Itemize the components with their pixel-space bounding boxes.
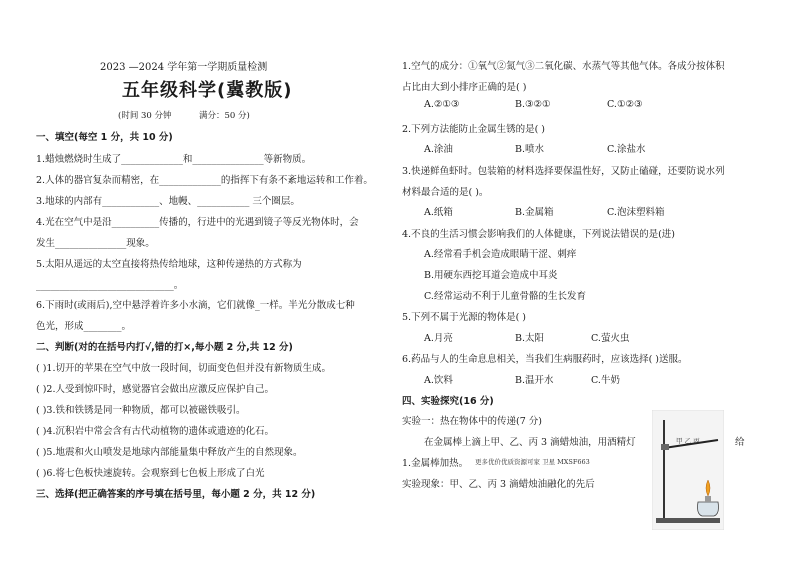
judge-q3: ( )3.铁和铁锈是同一种物质，都可以被磁铁吸引。 <box>36 405 246 416</box>
experiment-1-text-line1: 在金属棒上滴上甲、乙、丙 3 滴蜡烛油，用酒精灯 <box>424 437 636 448</box>
judge-q6: ( )6.将七色板快速旋转。会观察到七色板上形成了白光 <box>36 468 265 479</box>
choice-q3-option-b: B.金属箱 <box>515 207 554 218</box>
choice-q1-line1: 1.空气的成分：①氧气②氮气③二氧化碳、水蒸气等其他气体。各成分按体积 <box>402 61 725 72</box>
choice-q2-option-a: A.涂油 <box>424 144 453 155</box>
section-3-title: 三、选择(把正确答案的序号填在括号里，每小题 2 分，共 12 分) <box>36 489 316 500</box>
fill-q4-line2: 发生_______________现象。 <box>36 238 155 249</box>
judge-q5: ( )5.地震和火山喷发是地球内部能量集中释放产生的自然现象。 <box>36 447 303 458</box>
fill-q1: 1.蜡烛燃烧时生成了_____________和_______________等新物质。 <box>36 154 312 165</box>
choice-q3-line2: 材料最合适的是( )。 <box>402 187 489 198</box>
choice-q1-option-c: C.①②③ <box>607 99 643 110</box>
experiment-1-title: 实验一：热在物体中的传递(7 分) <box>402 416 542 427</box>
choice-q3-line1: 3.快递鲜鱼虾时。包装箱的材料选择要保温性好，又防止磕碰，还要防说水列 <box>402 166 725 177</box>
section-4-title: 四、实验探究(16 分) <box>402 396 494 407</box>
choice-q4: 4.不良的生活习惯会影响我们的人体健康，下列说法错误的是(进) <box>402 229 675 240</box>
section-1-title: 一、填空(每空 1 分，共 10 分) <box>36 132 173 143</box>
choice-q3-option-a: A.纸箱 <box>424 207 453 218</box>
choice-q4-option-a: A.经常看手机会造成眼睛干涩、刺痒 <box>424 249 577 260</box>
choice-q2-option-c: C.涂盐水 <box>607 144 646 155</box>
subject-title: 五年级科学(冀教版) <box>122 80 293 101</box>
watermark-text: 更多优价优质资源可家 卫星 MXSF663 <box>475 458 590 466</box>
judge-q1: ( )1.切开的苹果在空气中放一段时间，切面变色但并没有新物质生成。 <box>36 363 331 374</box>
time-note: (时间 30 分钟 <box>118 111 172 121</box>
fill-q2: 2.人体的器官复杂而精密，在_____________的指挥下有条不紊地运转和工作着。 <box>36 175 373 186</box>
choice-q5-option-c: C.萤火虫 <box>591 333 630 344</box>
experiment-1-text-line2: 1.金属棒加热。 <box>402 458 469 469</box>
choice-q5: 5.下列不属于光源的物体是( ) <box>402 312 526 323</box>
fill-q6-line1: 6.下雨时(或雨后),空中悬浮着许多小水滴，它们就像_一样。半光分散成七种 <box>36 300 355 311</box>
choice-q1-line2: 占比由大到小排序正确的是( ) <box>402 82 527 93</box>
judge-q2: ( )2.人受到惊吓时，感觉器官会做出应激反应保护自己。 <box>36 384 274 395</box>
choice-q1-option-b: B.③②① <box>515 99 551 110</box>
choice-q6: 6.药品与人的生命息息相关，当我们生病服药时，应该选择( )送服。 <box>402 354 688 365</box>
choice-q6-option-b: B.温开水 <box>515 375 554 386</box>
choice-q1-option-a: A.②①③ <box>424 99 460 110</box>
apparatus-label: 甲 乙 丙 <box>676 437 700 445</box>
exam-title: 2023 —2024 学年第一学期质量检测 <box>100 62 268 73</box>
choice-q5-option-b: B.太阳 <box>515 333 545 344</box>
experiment-1-observation: 实验现象：甲、乙、丙 3 滴蜡烛油融化的先后 <box>402 479 595 490</box>
fill-q5: 5.太阳从遥远的太空直接将热传给地球，这种传递热的方式称为 <box>36 259 302 270</box>
fill-q6-line2: 色光，形成________。 <box>36 321 132 332</box>
choice-q2: 2.下列方法能防止金属生锈的是( ) <box>402 124 545 135</box>
experiment-1-text-give: 给 <box>735 437 745 448</box>
experiment-apparatus-figure <box>652 410 724 530</box>
fill-q4-line1: 4.光在空气中是沿__________传播的，行进中的光遇到镜子等反光物体时，会 <box>36 217 359 228</box>
fill-q5-blank: _____________________________。 <box>36 280 184 291</box>
choice-q3-option-c: C.泡沫塑料箱 <box>607 207 665 218</box>
choice-q4-option-c: C.经常运动不利于儿童骨骼的生长发育 <box>424 291 586 302</box>
choice-q6-option-a: A.饮料 <box>424 375 453 386</box>
choice-q4-option-b: B.用硬东西挖耳道会造成中耳炎 <box>424 270 558 281</box>
score-note: 满分：50 分) <box>199 111 250 121</box>
choice-q5-option-a: A.月亮 <box>424 333 453 344</box>
choice-q2-option-b: B.喷水 <box>515 144 545 155</box>
fill-q3: 3.地球的内部有____________、地幔、___________ 三个圈层。 <box>36 196 300 207</box>
choice-q6-option-c: C.牛奶 <box>591 375 620 386</box>
judge-q4: ( )4.沉积岩中常会含有古代动植物的遗体或遗迹的化石。 <box>36 426 274 437</box>
section-2-title: 二、判断(对的在括号内打√,错的打×,每小题 2 分,共 12 分) <box>36 342 293 353</box>
